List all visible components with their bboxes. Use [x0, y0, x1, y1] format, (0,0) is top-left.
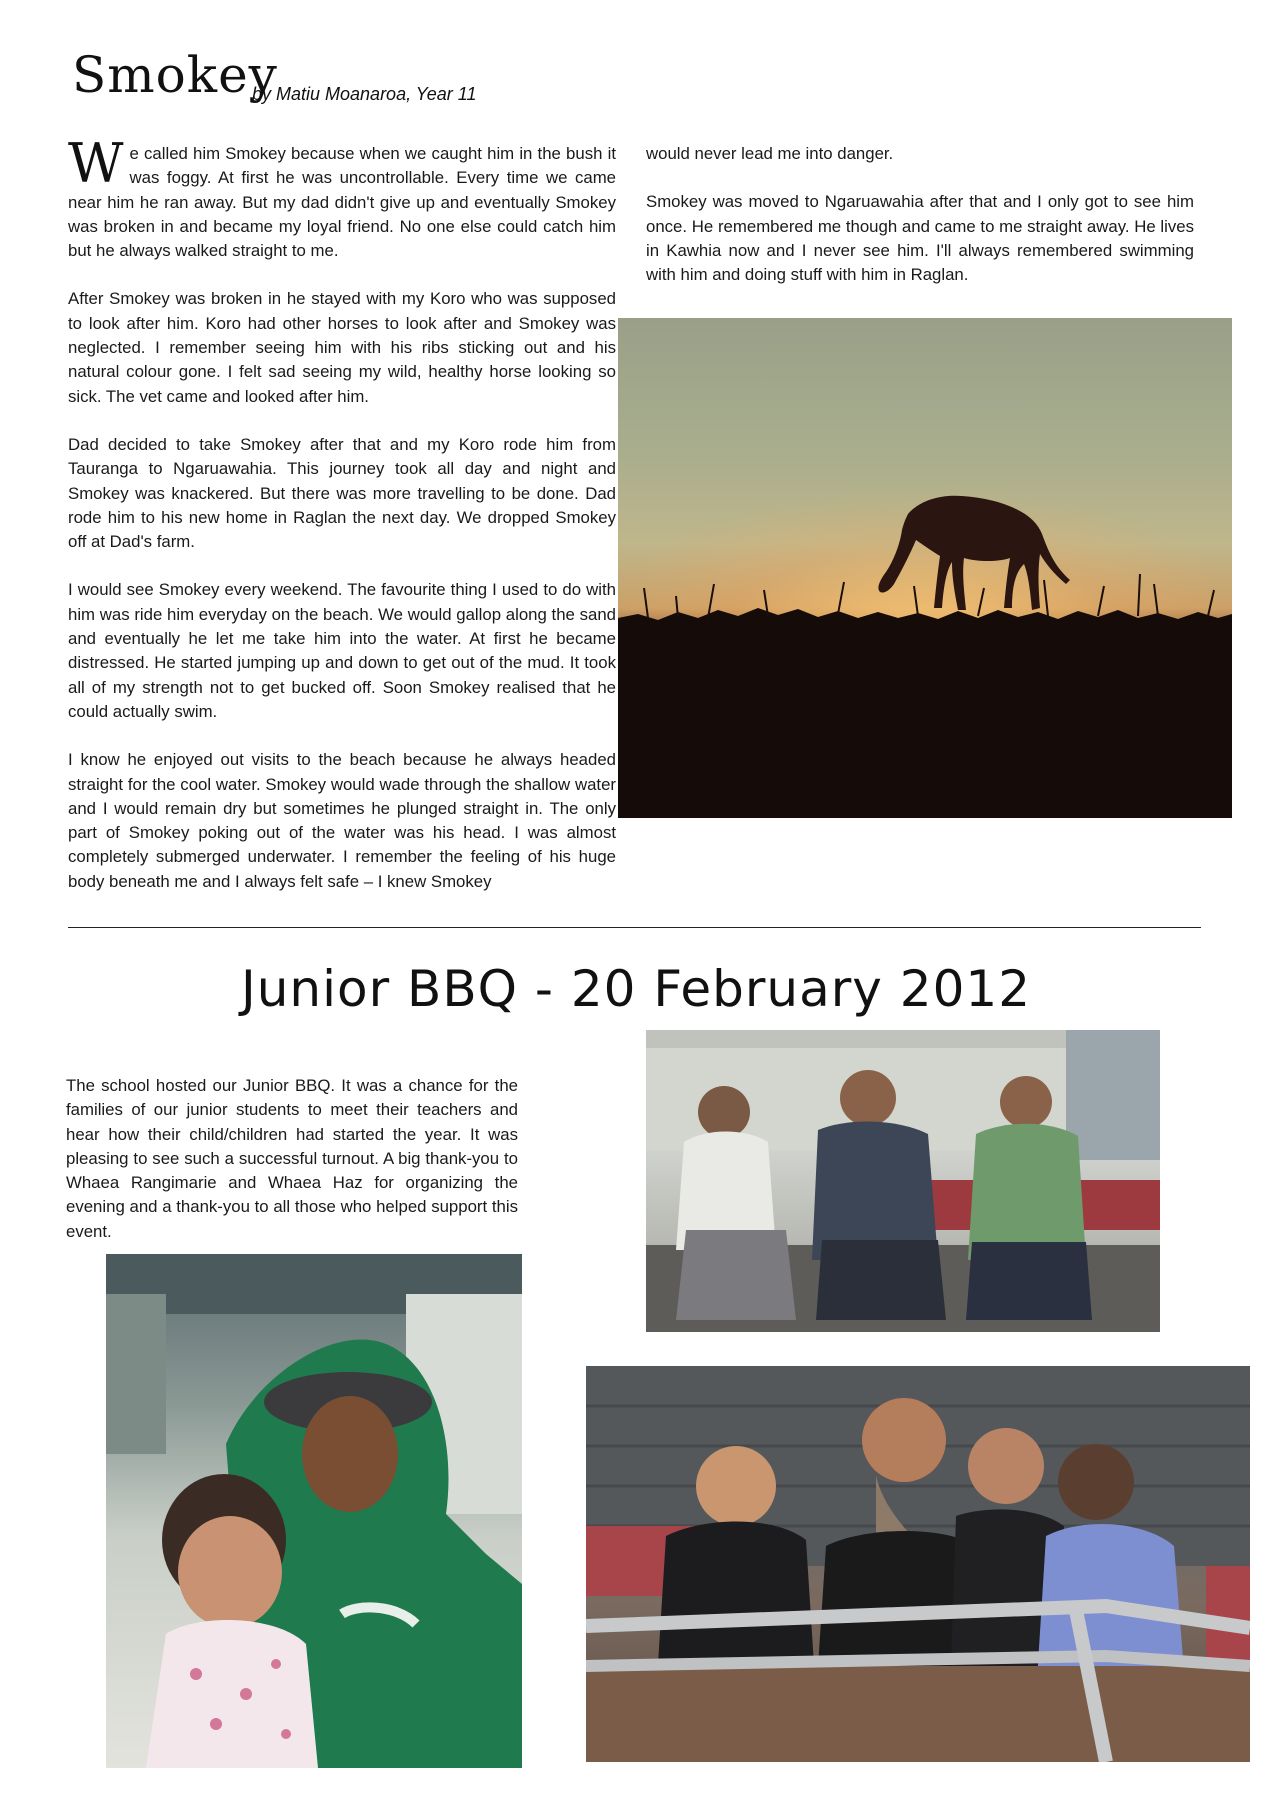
bbq-photo-seated-group	[646, 1030, 1160, 1332]
drop-cap: W	[68, 132, 124, 195]
article-title: Smokey	[72, 46, 278, 104]
article-paragraph: Smokey was moved to Ngaruawahia after that and I only got to see him once. He remembered me though and came to me straight away. He lives in Kawhia now and I never see him. I'll always remembered swimming with him and doing stuff with him in Raglan.	[646, 192, 1194, 285]
article-paragraph: After Smokey was broken in he stayed with my Koro who was supposed to look after him. Koro had other horses to look after and Smokey was neglected. I remember seeing him with his ribs sticking out and his natural colour gone. I felt sad seeing my wild, healthy horse looking so sick. The vet came and looked after him.	[68, 289, 616, 406]
section-divider	[68, 927, 1201, 928]
bbq-paragraph: The school hosted our Junior BBQ. It was a chance for the families of our junior students to meet their teachers and hear how their child/children had started the year. It was pleasing to see such a successful turnout. A big thank-you to Whaea Rangimarie and Whaea Haz for organizing the evening and a thank-you to all those who helped support this event.	[66, 1076, 518, 1241]
family-group-image	[586, 1366, 1250, 1762]
article-paragraph: I would see Smokey every weekend. The favourite thing I used to do with him was ride him everyday on the beach. We would gallop along the sand and eventually he let me take him into the water. At first he became distressed. He started jumping up and down to get out of the mud. It took all of my strength not to get bucked off. Soon Smokey realised that he could actually swim.	[68, 580, 616, 721]
bbq-photo-family-group	[586, 1366, 1250, 1762]
article-paragraph: I know he enjoyed out visits to the beach because he always headed straight for the cool water. Smokey would wade through the shallow water and I would remain dry but sometimes he plunged straight in. The only part of Smokey poking out of the water was his head. I was almost completely submerged underwater. I remember the feeling of his huge body beneath me and I always felt safe – I knew Smokey	[68, 750, 616, 891]
article-byline: by Matiu Moanaroa, Year 11	[252, 84, 477, 104]
seated-group-image	[646, 1030, 1160, 1332]
article-column-right	[646, 142, 1194, 287]
article-paragraph: would never lead me into danger.	[646, 144, 894, 163]
bbq-photo-mother-and-child	[106, 1254, 522, 1768]
section-title: Junior BBQ - 20 February 2012	[240, 960, 1032, 1018]
article-paragraph: We called him Smokey because when we caught him in the bush it was foggy. At first he was uncontrollable. Every time we came near him he ran away. But my dad didn't give up and eventually Smokey was broken in and became my loyal friend. No one else could catch him but he always walked straight to me.	[68, 132, 616, 261]
mother-child-image	[106, 1254, 522, 1768]
horse-silhouette-photo	[618, 318, 1232, 818]
horse-silhouette-image	[618, 318, 1232, 818]
article-paragraph: Dad decided to take Smokey after that and my Koro rode him from Tauranga to Ngaruawahia. This journey took all day and night and Smokey was knackered. But there was more travelling to be done. Dad rode him to his new home in Raglan the next day. We dropped Smokey off at Dad's farm.	[68, 434, 616, 552]
article-column-left	[68, 132, 616, 894]
